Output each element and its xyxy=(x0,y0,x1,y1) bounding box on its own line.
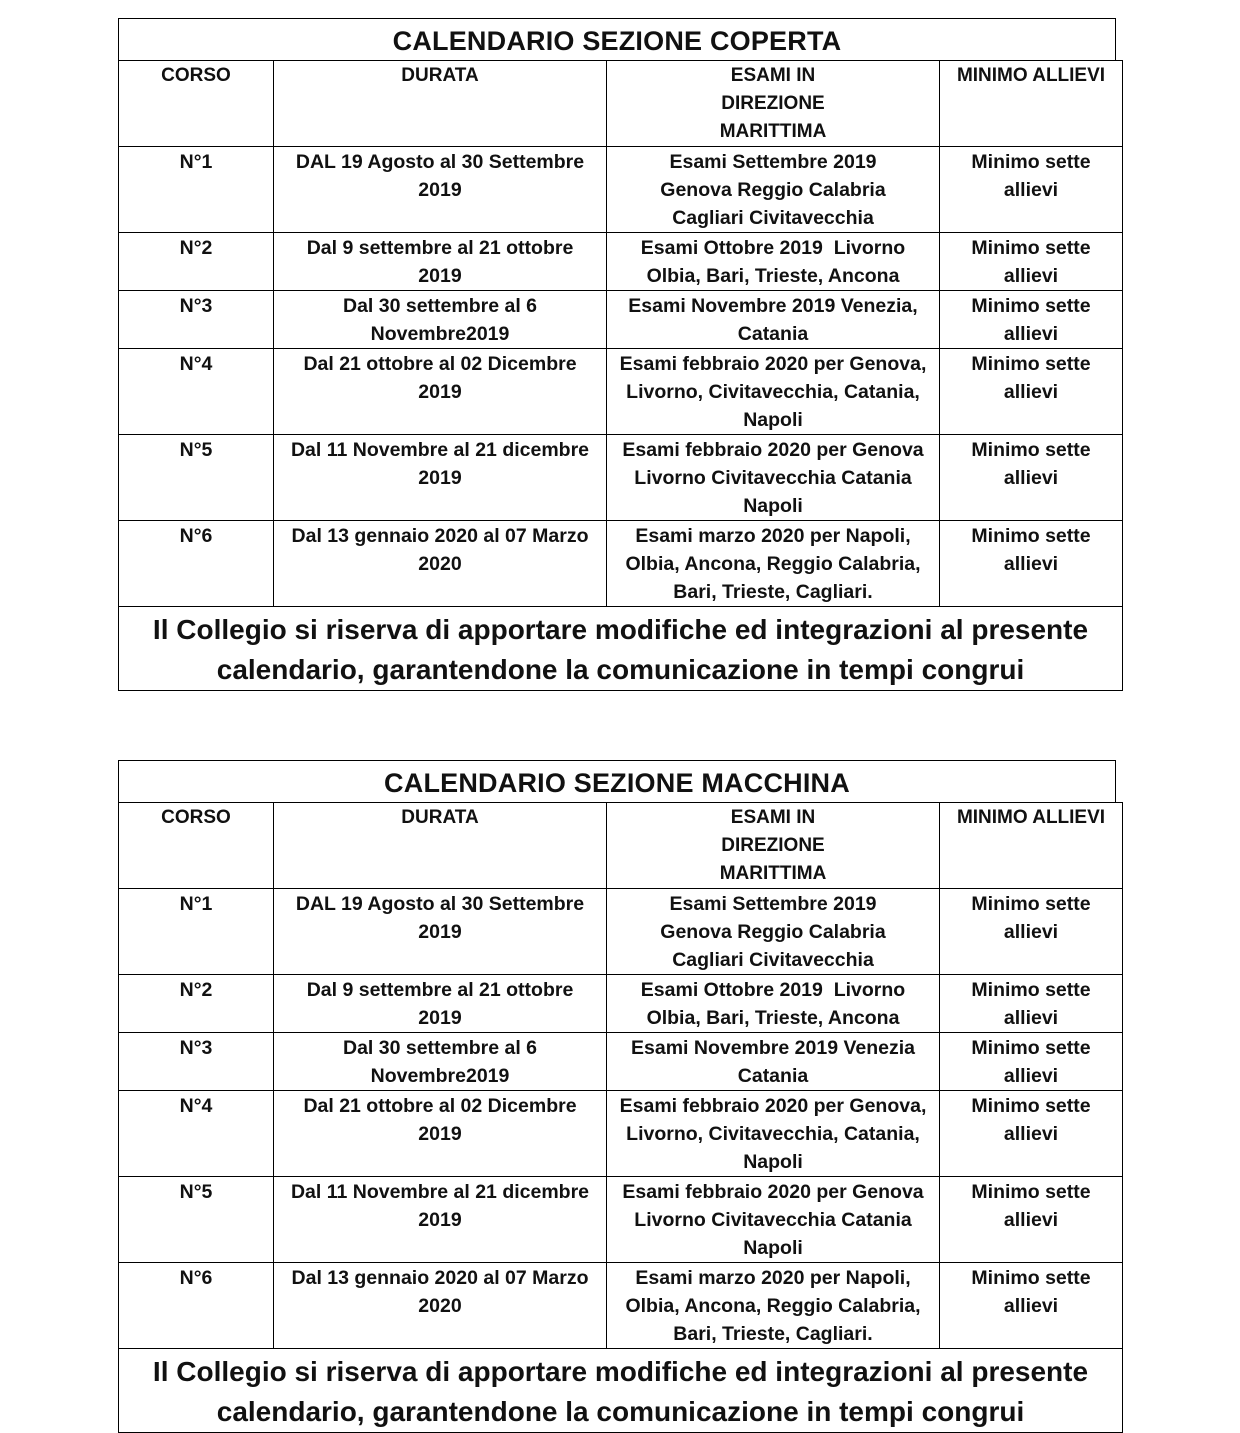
esami-cell: Esami febbraio 2020 per Genova, Livorno, Civitavecchia, Catania, Napoli xyxy=(607,1091,940,1177)
esami-cell: Esami Settembre 2019 Genova Reggio Calabria Cagliari Civitavecchia xyxy=(607,889,940,975)
header-esami: ESAMI IN DIREZIONE MARITTIMA xyxy=(607,803,940,889)
table-row xyxy=(119,889,1123,975)
durata-cell: Dal 13 gennaio 2020 al 07 Marzo 2020 xyxy=(274,521,607,607)
note-row xyxy=(119,1349,1123,1433)
minimo-cell: Minimo sette allievi xyxy=(940,291,1123,349)
esami-cell: Esami Settembre 2019 Genova Reggio Calabria Cagliari Civitavecchia xyxy=(607,147,940,233)
corso-cell: N°6 xyxy=(119,1263,274,1349)
note-row xyxy=(119,607,1123,691)
esami-cell: Esami Novembre 2019 Venezia, Catania xyxy=(607,291,940,349)
esami-cell: Esami Ottobre 2019 Livorno Olbia, Bari, Trieste, Ancona xyxy=(607,975,940,1033)
corso-cell: N°5 xyxy=(119,1177,274,1263)
note-text: Il Collegio si riserva di apportare modifiche ed integrazioni al presente calendario, garantendone la comunicazione in tempi congrui xyxy=(119,607,1123,691)
durata-cell: Dal 13 gennaio 2020 al 07 Marzo 2020 xyxy=(274,1263,607,1349)
durata-cell: DAL 19 Agosto al 30 Settembre 2019 xyxy=(274,147,607,233)
corso-cell: N°5 xyxy=(119,435,274,521)
table-header-row xyxy=(119,61,1123,147)
corso-cell: N°3 xyxy=(119,291,274,349)
header-minimo: MINIMO ALLIEVI xyxy=(940,61,1123,147)
table-row xyxy=(119,1091,1123,1177)
table-row xyxy=(119,521,1123,607)
header-minimo: MINIMO ALLIEVI xyxy=(940,803,1123,889)
calendar-title: CALENDARIO SEZIONE COPERTA xyxy=(118,18,1116,60)
header-esami: ESAMI IN DIREZIONE MARITTIMA xyxy=(607,61,940,147)
table-row xyxy=(119,975,1123,1033)
esami-cell: Esami marzo 2020 per Napoli, Olbia, Ancona, Reggio Calabria, Bari, Trieste, Cagliari. xyxy=(607,1263,940,1349)
durata-cell: Dal 9 settembre al 21 ottobre 2019 xyxy=(274,233,607,291)
corso-cell: N°2 xyxy=(119,975,274,1033)
durata-cell: Dal 21 ottobre al 02 Dicembre 2019 xyxy=(274,1091,607,1177)
durata-cell: DAL 19 Agosto al 30 Settembre 2019 xyxy=(274,889,607,975)
minimo-cell: Minimo sette allievi xyxy=(940,975,1123,1033)
calendar-table xyxy=(118,60,1123,691)
corso-cell: N°3 xyxy=(119,1033,274,1091)
corso-cell: N°6 xyxy=(119,521,274,607)
calendar-macchina xyxy=(118,760,1122,1433)
header-corso: CORSO xyxy=(119,61,274,147)
header-corso: CORSO xyxy=(119,803,274,889)
esami-cell: Esami Novembre 2019 Venezia Catania xyxy=(607,1033,940,1091)
minimo-cell: Minimo sette allievi xyxy=(940,435,1123,521)
minimo-cell: Minimo sette allievi xyxy=(940,1091,1123,1177)
esami-cell: Esami febbraio 2020 per Genova Livorno Civitavecchia Catania Napoli xyxy=(607,1177,940,1263)
table-row xyxy=(119,1177,1123,1263)
calendar-coperta xyxy=(118,18,1122,691)
durata-cell: Dal 9 settembre al 21 ottobre 2019 xyxy=(274,975,607,1033)
durata-cell: Dal 11 Novembre al 21 dicembre 2019 xyxy=(274,435,607,521)
header-durata: DURATA xyxy=(274,61,607,147)
table-row xyxy=(119,349,1123,435)
corso-cell: N°1 xyxy=(119,889,274,975)
corso-cell: N°4 xyxy=(119,1091,274,1177)
durata-cell: Dal 11 Novembre al 21 dicembre 2019 xyxy=(274,1177,607,1263)
durata-cell: Dal 21 ottobre al 02 Dicembre 2019 xyxy=(274,349,607,435)
esami-cell: Esami Ottobre 2019 Livorno Olbia, Bari, Trieste, Ancona xyxy=(607,233,940,291)
minimo-cell: Minimo sette allievi xyxy=(940,1177,1123,1263)
corso-cell: N°4 xyxy=(119,349,274,435)
table-row xyxy=(119,1263,1123,1349)
corso-cell: N°2 xyxy=(119,233,274,291)
minimo-cell: Minimo sette allievi xyxy=(940,147,1123,233)
minimo-cell: Minimo sette allievi xyxy=(940,521,1123,607)
table-row xyxy=(119,435,1123,521)
calendar-title: CALENDARIO SEZIONE MACCHINA xyxy=(118,760,1116,802)
table-row xyxy=(119,147,1123,233)
corso-cell: N°1 xyxy=(119,147,274,233)
minimo-cell: Minimo sette allievi xyxy=(940,233,1123,291)
minimo-cell: Minimo sette allievi xyxy=(940,889,1123,975)
minimo-cell: Minimo sette allievi xyxy=(940,349,1123,435)
table-row xyxy=(119,233,1123,291)
durata-cell: Dal 30 settembre al 6 Novembre2019 xyxy=(274,1033,607,1091)
durata-cell: Dal 30 settembre al 6 Novembre2019 xyxy=(274,291,607,349)
calendar-table xyxy=(118,802,1123,1433)
table-row xyxy=(119,1033,1123,1091)
table-header-row xyxy=(119,803,1123,889)
header-durata: DURATA xyxy=(274,803,607,889)
minimo-cell: Minimo sette allievi xyxy=(940,1033,1123,1091)
table-row xyxy=(119,291,1123,349)
esami-cell: Esami febbraio 2020 per Genova, Livorno, Civitavecchia, Catania, Napoli xyxy=(607,349,940,435)
esami-cell: Esami marzo 2020 per Napoli, Olbia, Ancona, Reggio Calabria, Bari, Trieste, Cagliari. xyxy=(607,521,940,607)
note-text: Il Collegio si riserva di apportare modifiche ed integrazioni al presente calendario, garantendone la comunicazione in tempi congrui xyxy=(119,1349,1123,1433)
minimo-cell: Minimo sette allievi xyxy=(940,1263,1123,1349)
esami-cell: Esami febbraio 2020 per Genova Livorno Civitavecchia Catania Napoli xyxy=(607,435,940,521)
